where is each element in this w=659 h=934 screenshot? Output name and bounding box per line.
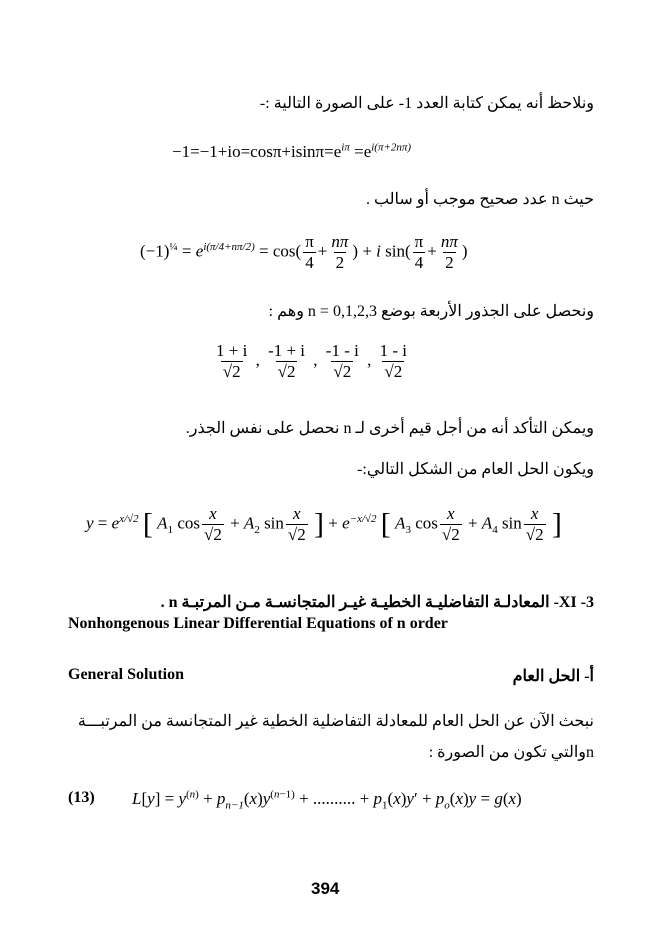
equation-minus-one bbox=[172, 142, 411, 162]
section-title-english: Nonhongenous Linear Differential Equations of n order bbox=[68, 615, 448, 632]
subheading-english: General Solution bbox=[68, 666, 185, 683]
eq1-exp2: i(π+2nπ) bbox=[371, 141, 412, 154]
eq1-exp1: iπ bbox=[341, 141, 350, 154]
root-1: $\frac{1 + i}{√2}$ bbox=[216, 341, 248, 381]
text-line-2: حيث n عدد صحيح موجب أو سالب . bbox=[365, 191, 594, 208]
root-4: $\frac{1 - i}{√2}$ bbox=[379, 341, 407, 381]
eq1-mid: =e bbox=[349, 142, 372, 161]
text-line-3: ونحصل على الجذور الأربعة بوضع n = 0,1,2,3 وهم : bbox=[268, 303, 594, 320]
roots-list: $\frac{1 + i}{√2}$ , $\frac{-1 + i}{√2}$ , $\frac{-1 - i}{√2}$ , $\frac{1 - i}{√2}$ bbox=[216, 341, 407, 381]
equation-13-label: (13) bbox=[68, 789, 95, 806]
text-line-6: نبحث الآن عن الحل العام للمعادلة التفاضلية الخطية غير المتجانسة من المرتبـــة bbox=[77, 713, 594, 730]
equation-general-solution: $y = e^{x/√2}$ [ $A_1$ cos $\frac{x}{√2}$ + $A_2$ sin $\frac{x}{√2}$ ] + $e^{-x/√2}$ [ $A_3$ cos $\frac{x}{√2}$ + $A_4$ sin $\frac{x}{√2}$ ] bbox=[86, 504, 562, 544]
text-line-7: nوالتي تكون من الصورة : bbox=[428, 744, 594, 761]
root-3: $\frac{-1 - i}{√2}$ bbox=[325, 341, 359, 381]
page-number: 394 bbox=[311, 879, 340, 898]
text-line-4: ويمكن التأكد أنه من أجل قيم أخرى لـ n نحصل على نفس الجذر. bbox=[185, 420, 594, 437]
equation-fourth-root: $(-1)^{\frac{1}{4}} = e^{i(\pi/4+n\pi/2)} = \cos$( $\frac{\pi}{4}$ + $\frac{n\pi}{2}$ ) + i sin( $\frac{\pi}{4}$ + $\frac{n\pi}{2}$ ) bbox=[140, 232, 468, 272]
section-title-arabic: XI -3- المعادلـة التفاضليـة الخطيـة غيـر المتجانسـة مـن المرتبـة n . bbox=[160, 594, 594, 611]
text-line-5: ويكون الحل العام من الشكل التالي:- bbox=[357, 461, 594, 478]
subheading-arabic: أ- الحل العام bbox=[512, 668, 594, 685]
eq1-main: −1=−1+io=cosπ+isinπ=e bbox=[172, 142, 342, 161]
equation-13: $L[y] = y^{(n)} + p_{n-1}(x)y^{(n-1)}$ + .......... + $p_1(x)y' + p_o(x)y = g(x)$ bbox=[132, 788, 522, 812]
text-line-1: ونلاحظ أنه يمكن كتابة العدد 1- على الصورة التالية :- bbox=[259, 95, 594, 112]
root-2: $\frac{-1 + i}{√2}$ bbox=[268, 341, 306, 381]
